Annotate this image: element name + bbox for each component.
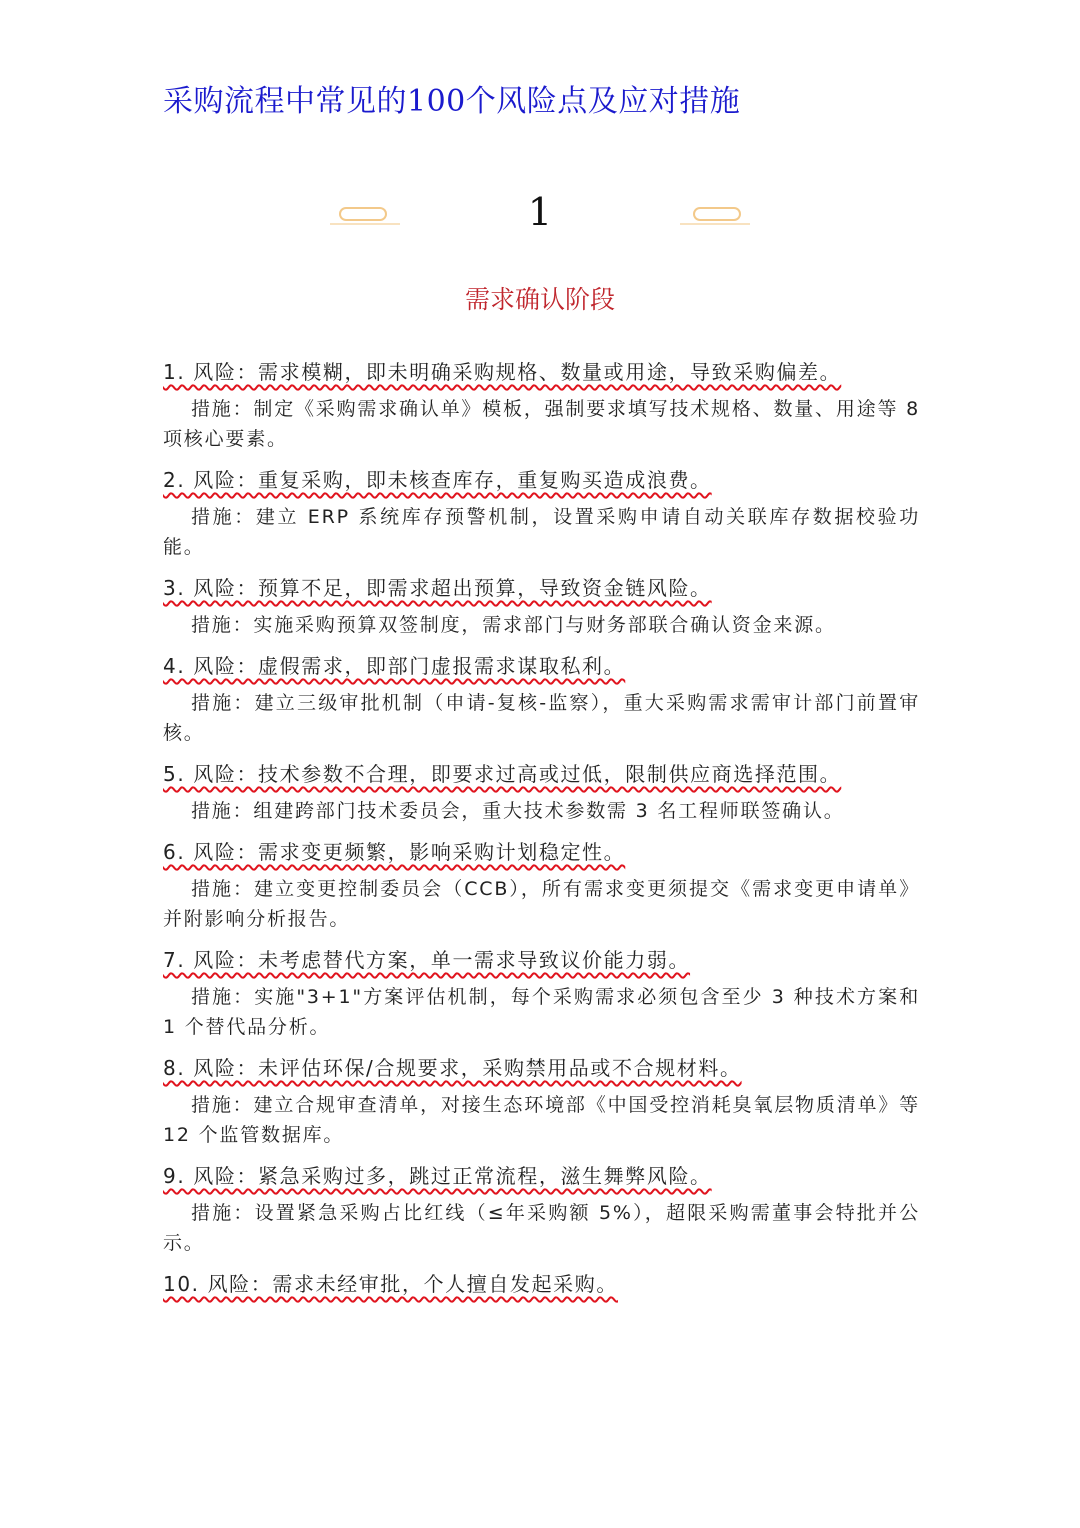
measure-text: 措施：组建跨部门技术委员会，重大技术参数需 3 名工程师联签确认。 [191,800,845,822]
measure-text: 措施：设置紧急采购占比红线（≤年采购额 5%），超限采购需董事会特批并公示。 [163,1202,920,1254]
risk-list [163,356,920,1300]
section-number: 1 [527,190,553,234]
measure-text: 措施：建立三级审批机制（申请-复核-监察），重大采购需求需审计部门前置审核。 [163,692,920,744]
measure-text: 措施：建立 ERP 系统库存预警机制，设置采购申请自动关联库存数据校验功能。 [163,506,920,558]
risk-text: 10. 风险：需求未经审批，个人擅自发起采购。 [163,1272,618,1296]
risk-text: 2. 风险：重复采购，即未核查库存，重复购买造成浪费。 [163,468,712,492]
risk-text: 4. 风险：虚假需求，即部门虚报需求谋取私利。 [163,654,626,678]
risk-text: 8. 风险：未评估环保/合规要求，采购禁用品或不合规材料。 [163,1056,742,1080]
measure-text: 措施：实施采购预算双签制度，需求部门与财务部联合确认资金来源。 [191,614,836,636]
risk-item [163,1160,920,1192]
section-divider [0,190,1080,250]
risk-item [163,758,920,790]
measure-text: 措施：建立合规审查清单，对接生态环境部《中国受控消耗臭氧层物质清单》等 12 个监管数据库。 [163,1094,920,1146]
risk-item [163,464,920,496]
risk-item [163,356,920,388]
risk-text: 1. 风险：需求模糊，即未明确采购规格、数量或用途，导致采购偏差。 [163,360,842,384]
risk-item [163,1268,920,1300]
risk-item [163,1052,920,1084]
risk-text: 7. 风险：未考虑替代方案，单一需求导致议价能力弱。 [163,948,691,972]
measure-text: 措施：制定《采购需求确认单》模板，强制要求填写技术规格、数量、用途等 8 项核心要素。 [163,398,920,450]
risk-text: 3. 风险：预算不足，即需求超出预算，导致资金链风险。 [163,576,712,600]
measure-text: 措施：实施"3+1"方案评估机制，每个采购需求必须包含至少 3 种技术方案和 1 个替代品分析。 [163,986,920,1038]
risk-text: 5. 风险：技术参数不合理，即要求过高或过低，限制供应商选择范围。 [163,762,842,786]
risk-text: 6. 风险：需求变更频繁，影响采购计划稳定性。 [163,840,626,864]
risk-item [163,836,920,868]
measure-text: 措施：建立变更控制委员会（CCB），所有需求变更须提交《需求变更申请单》并附影响分析报告。 [163,878,920,930]
risk-item [163,572,920,604]
section-heading: 需求确认阶段 [464,285,615,314]
risk-text: 9. 风险：紧急采购过多，跳过正常流程，滋生舞弊风险。 [163,1164,712,1188]
risk-item [163,944,920,976]
document-title: 采购流程中常见的100个风险点及应对措施 [163,84,741,119]
risk-item [163,650,920,682]
